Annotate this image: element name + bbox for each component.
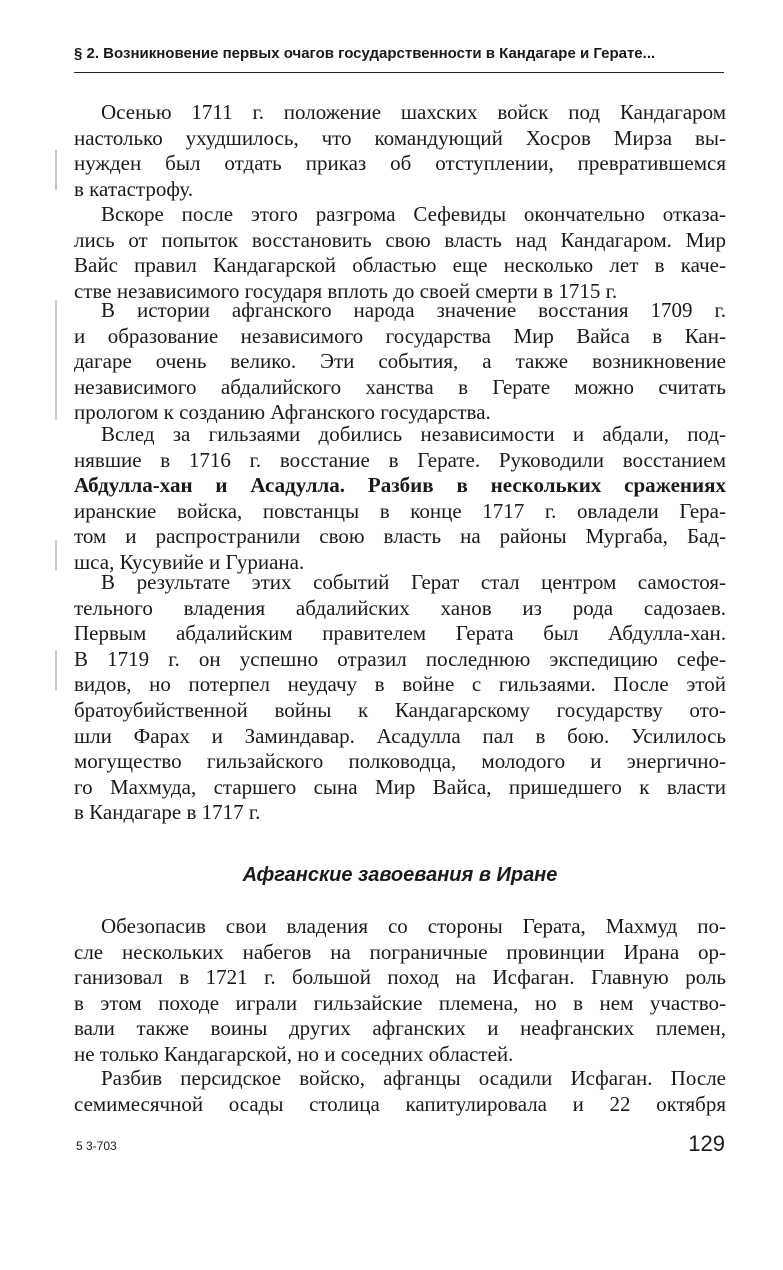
paragraph-3 — [74, 298, 726, 426]
text-line: в катастрофу. — [74, 176, 194, 201]
text-line: видов, но потерпел неудачу в войне с гильзаями. После этой — [74, 672, 726, 697]
text-line: Разбив персидское войско, афганцы осадили Исфаган. После — [101, 1066, 726, 1090]
text-line: Обезопасив свои владения со стороны Герата, Махмуд по- — [101, 914, 726, 938]
text-line: иранские войска, повстанцы в конце 1717 г. овладели Гера- — [74, 498, 726, 523]
text-line: В истории афганского народа значение восстания 1709 г. — [101, 298, 726, 322]
text-line: могущество гильзайского полководца, молодого и энергично- — [74, 749, 726, 774]
text-line: го Махмуда, старшего сына Мир Вайса, пришедшего к власти — [74, 774, 726, 799]
text-line: лись от попыток восстановить свою власть над Кандагаром. Мир — [74, 227, 726, 252]
text-line: Осенью 1711 г. положение шахских войск под Кандагаром — [101, 100, 726, 124]
text-line: вали также воины других афганских и неафганских племен, — [74, 1016, 726, 1041]
text-line: настолько ухудшилось, что командующий Хосров Мирза вы- — [74, 125, 726, 150]
text-line: Первым абдалийским правителем Герата был Абдулла-хан. — [74, 621, 726, 646]
text-line: Вслед за гильзаями добились независимости и абдали, под- — [101, 422, 726, 446]
text-line: тельного владения абдалийских ханов из рода садозаев. — [74, 595, 726, 620]
paragraph-1 — [74, 100, 726, 202]
text-line: Вайс правил Кандагарской областью еще несколько лет в каче- — [74, 253, 726, 278]
text-line: ганизовал в 1721 г. большой поход на Исфаган. Главную роль — [74, 965, 726, 990]
text-line: нявшие в 1716 г. восстание в Герате. Руководили восстанием — [74, 447, 726, 472]
paragraph-6 — [74, 914, 726, 1068]
paragraph-4 — [74, 422, 726, 576]
text-line: В 1719 г. он успешно отразил последнюю экспедицию сефе- — [74, 646, 726, 671]
text-line: сле нескольких набегов на пограничные провинции Ирана ор- — [74, 939, 726, 964]
text-line: шли Фарах и Заминдавар. Асадулла пал в бою. Усилилось — [74, 723, 726, 748]
scan-margin-mark — [55, 150, 57, 190]
text-line: в этом походе играли гильзайские племена, но в нем участво- — [74, 990, 726, 1015]
text-line: в Кандагаре в 1717 г. — [74, 800, 261, 825]
printer-signature: 5 3-703 — [76, 1139, 117, 1153]
text-line: нужден был отдать приказ об отступлении, превратившемся — [74, 151, 726, 176]
text-line: стве независимого государя вплоть до своей смерти в 1715 г. — [74, 278, 618, 303]
text-line: не только Кандагарской, но и соседних областей. — [74, 1041, 514, 1066]
text-line: братоубийственной войны к Кандагарскому государству ото- — [74, 697, 726, 722]
text-line: Абдулла-хан и Асадулла. Разбив в нескольких сражениях — [74, 473, 726, 498]
text-line: и образование независимого государства Мир Вайса в Кан- — [74, 323, 726, 348]
page-number: 129 — [688, 1131, 725, 1156]
text-line: независимого абдалийского ханства в Герате можно считать — [74, 374, 726, 399]
paragraph-7 — [74, 1066, 726, 1117]
text-line: прологом к созданию Афганского государства. — [74, 400, 491, 425]
scan-margin-mark — [55, 540, 57, 570]
section-heading: Афганские завоевания в Иране — [242, 864, 558, 886]
text-line: Вскоре после этого разгрома Сефевиды окончательно отказа- — [101, 202, 726, 226]
scan-margin-mark — [55, 650, 57, 690]
text-line: дагаре очень велико. Эти события, а также возникновение — [74, 349, 726, 374]
paragraph-5 — [74, 570, 726, 826]
text-line: семимесячной осады столица капитулировала и 22 октября — [74, 1091, 726, 1116]
text-line: В результате этих событий Герат стал центром самостоя- — [101, 570, 726, 594]
text-line: том и распространили свою власть на районы Мургаба, Бад- — [74, 524, 726, 549]
scan-margin-mark — [55, 300, 57, 420]
paragraph-2 — [74, 202, 726, 304]
running-head-rule — [74, 72, 724, 73]
running-head: § 2. Возникновение первых очагов государственности в Кандагаре и Герате... — [74, 45, 656, 62]
text-line: шса, Кусувийе и Гуриана. — [74, 549, 305, 574]
